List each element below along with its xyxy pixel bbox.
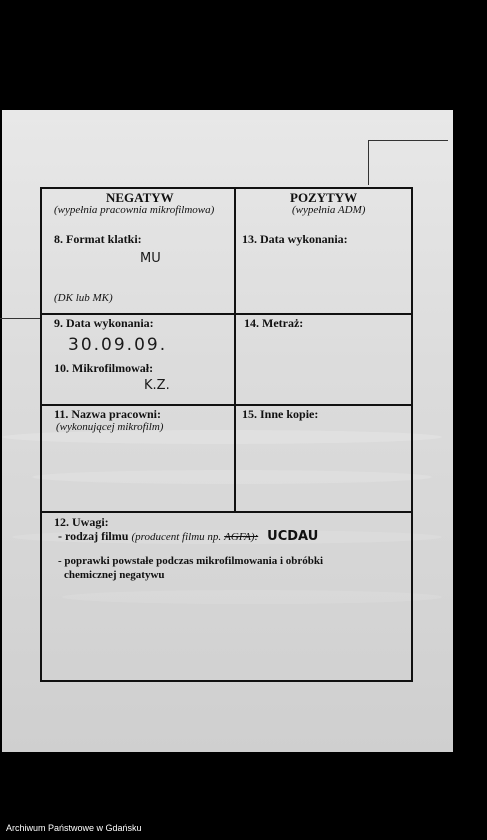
pozytyw-heading: POZYTYW: [290, 190, 358, 205]
negatyw-date-label: 9. Data wykonania:: [54, 316, 154, 330]
film-type-prefix: - rodzaj filmu: [58, 529, 129, 543]
corrections-line-2: chemicznej negatywu: [64, 569, 165, 581]
film-type-line: [58, 529, 318, 544]
film-type-note: (producent filmu np.: [131, 531, 222, 543]
film-type-struck: AGFA):: [224, 531, 259, 543]
scan-mark: [368, 140, 369, 185]
lab-note: (wykonującej mikrofilm): [56, 421, 164, 433]
microfilm-form: [40, 187, 413, 682]
negatyw-heading: NEGATYW: [106, 190, 174, 205]
column-divider: [234, 189, 236, 511]
scan-mark: [0, 318, 40, 319]
copies-label: 15. Inne kopie:: [242, 407, 319, 421]
format-value: MU: [140, 251, 161, 266]
archive-footer: Archiwum Państwowe w Gdańsku: [6, 823, 142, 833]
negatyw-date-value: 30.09.09.: [68, 335, 168, 355]
pozytyw-subheading: (wypełnia ADM): [292, 204, 366, 216]
row-divider: [42, 404, 411, 406]
lab-label: 11. Nazwa pracowni:: [54, 407, 161, 421]
negatyw-subheading: (wypełnia pracownia mikrofilmowa): [54, 204, 215, 216]
pozytyw-date-label: 13. Data wykonania:: [242, 232, 348, 246]
film-type-value: UCDAU: [267, 529, 319, 544]
microfilmed-value: K.Z.: [144, 378, 170, 393]
row-divider: [42, 511, 411, 513]
microfilmed-label: 10. Mikrofilmował:: [54, 361, 154, 375]
format-note: (DK lub MK): [54, 292, 113, 304]
corrections-line-1: - poprawki powstałe podczas mikrofilmowania i obróbki: [58, 555, 324, 567]
row-divider: [42, 313, 411, 315]
scan-mark: [368, 140, 448, 141]
uwagi-label: 12. Uwagi:: [54, 515, 109, 529]
length-label: 14. Metraż:: [244, 316, 304, 330]
format-label: 8. Format klatki:: [54, 232, 142, 246]
